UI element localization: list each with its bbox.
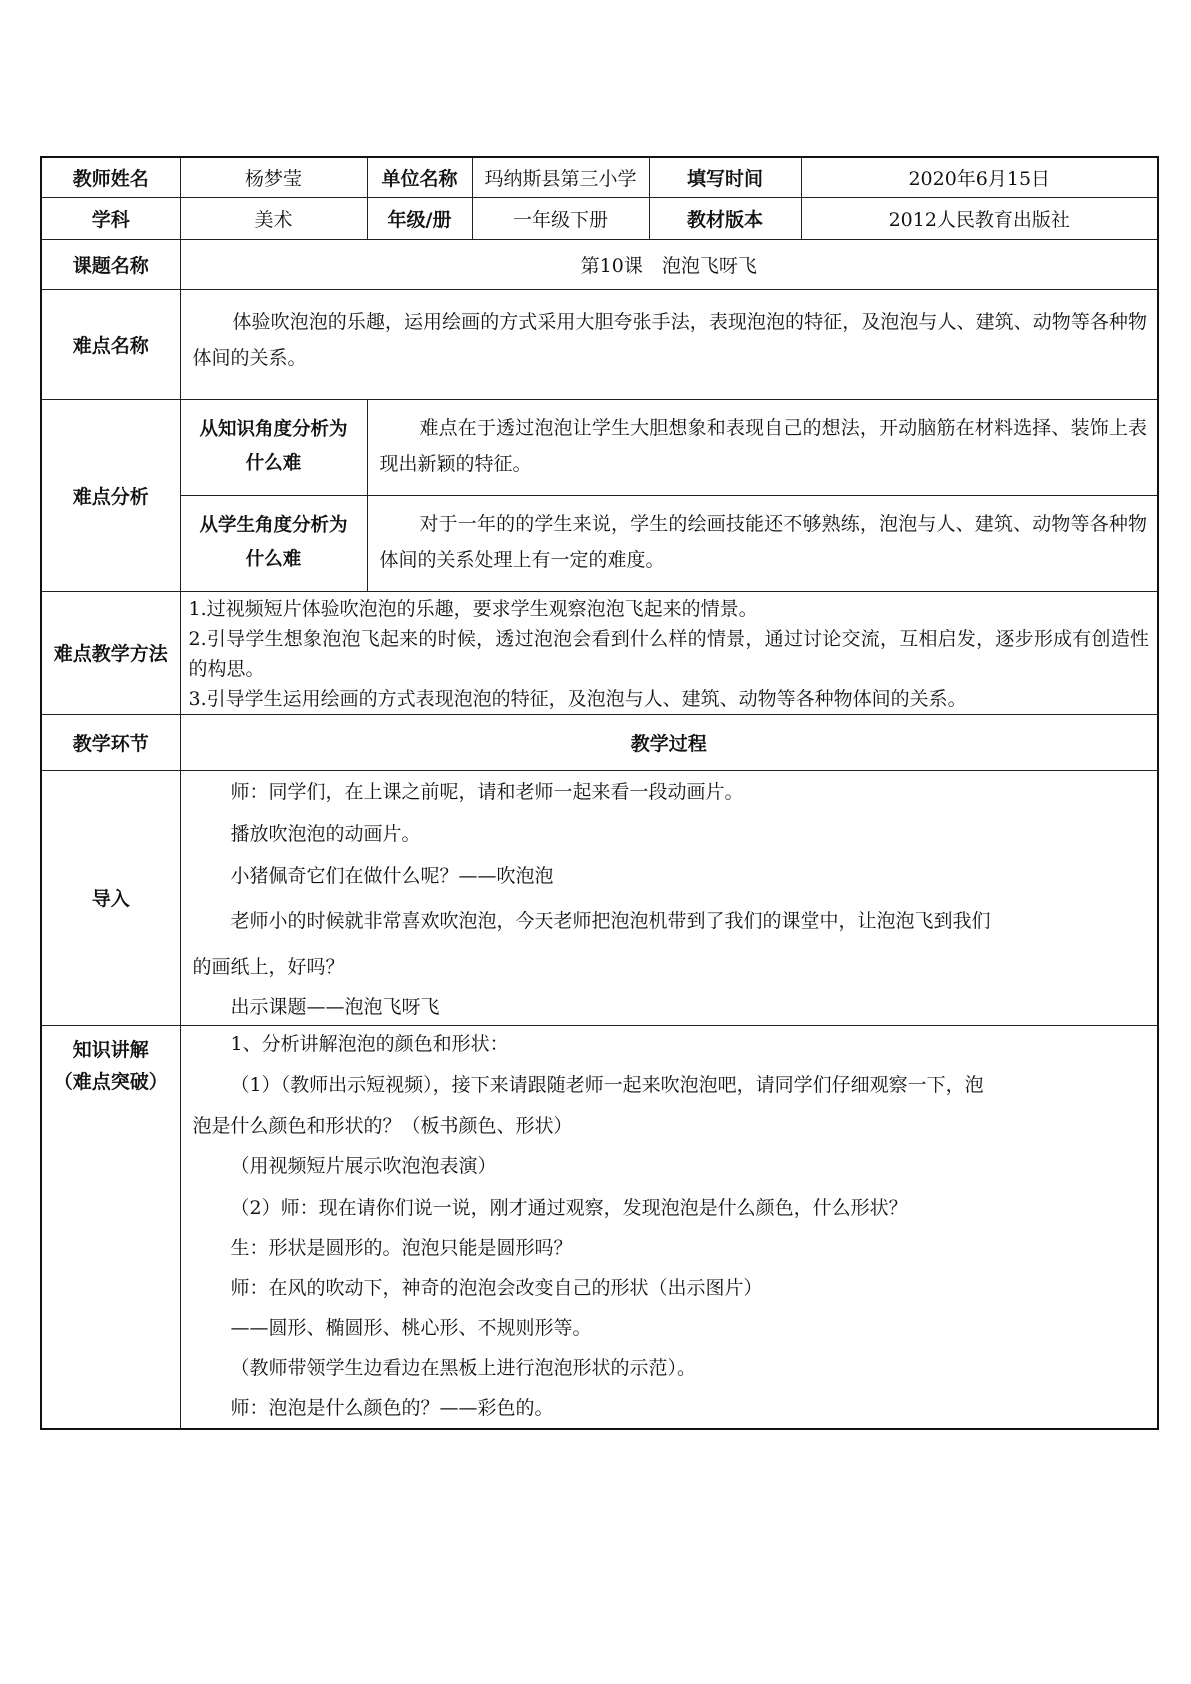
knowledge-label-line-2: （难点突破） xyxy=(53,1070,168,1093)
edition-value: 2012人民教育出版社 xyxy=(801,197,1158,239)
student-angle-label: 从学生角度分析为什么难 xyxy=(199,515,348,570)
student-angle-label-cell xyxy=(180,495,367,591)
intro-line-6: 出示课题——泡泡飞呀飞 xyxy=(230,995,440,1018)
process-header: 教学过程 xyxy=(180,714,1158,770)
knowledge-line-2: （1）（教师出示短视频），接下来请跟随老师一起来吹泡泡吧，请同学们仔细观察一下，泡 xyxy=(230,1073,984,1096)
intro-cell xyxy=(180,770,1158,1025)
intro-line-3: 小猪佩奇它们在做什么呢？——吹泡泡 xyxy=(230,864,554,887)
unit-value: 玛纳斯县第三小学 xyxy=(472,157,649,197)
method-item-3: 3.引导学生运用绘画的方式表现泡泡的特征，及泡泡与人、建筑、动物等各种物体间的关系。 xyxy=(188,687,967,710)
topic-value: 第10课 泡泡飞呀飞 xyxy=(180,239,1158,289)
knowledge-line-3: 泡是什么颜色和形状的？（板书颜色、形状） xyxy=(192,1114,573,1137)
grade-value: 一年级下册 xyxy=(472,197,649,239)
date-value: 2020年6月15日 xyxy=(801,157,1158,197)
methods-row xyxy=(41,591,1158,714)
knowledge-line-4: （用视频短片展示吹泡泡表演） xyxy=(230,1154,497,1177)
student-angle-text: 对于一年的的学生来说，学生的绘画技能还不够熟练，泡泡与人、建筑、动物等各种物体间的关系处理上有一定的难度。 xyxy=(379,512,1147,571)
knowledge-line-5: （2）师：现在请你们说一说，刚才通过观察，发现泡泡是什么颜色，什么形状？ xyxy=(230,1196,908,1219)
topic-label: 课题名称 xyxy=(41,239,180,289)
header-row-2 xyxy=(41,197,1158,239)
analysis-label: 难点分析 xyxy=(41,399,180,591)
method-item-1: 1.过视频短片体验吹泡泡的乐趣，要求学生观察泡泡飞起来的情景。 xyxy=(188,597,758,620)
student-angle-cell xyxy=(367,495,1158,591)
lesson-plan-sheet xyxy=(40,156,1157,1430)
edition-label: 教材版本 xyxy=(649,197,801,239)
unit-label: 单位名称 xyxy=(367,157,472,197)
knowledge-line-8: ——圆形、椭圆形、桃心形、不规则形等。 xyxy=(230,1316,592,1339)
date-label: 填写时间 xyxy=(649,157,801,197)
intro-row xyxy=(41,770,1158,1025)
intro-line-5: 的画纸上，好吗？ xyxy=(192,955,345,978)
knowledge-cell xyxy=(180,1025,1158,1429)
teacher-label: 教师姓名 xyxy=(41,157,180,197)
difficulty-text: 体验吹泡泡的乐趣，运用绘画的方式采用大胆夸张手法，表现泡泡的特征，及泡泡与人、建筑、动物等各种物体间的关系。 xyxy=(192,310,1147,369)
subject-label: 学科 xyxy=(41,197,180,239)
knowledge-line-1: 1、分析讲解泡泡的颜色和形状： xyxy=(230,1032,509,1055)
knowledge-angle-label: 从知识角度分析为什么难 xyxy=(199,419,348,474)
difficulty-row xyxy=(41,289,1158,399)
knowledge-line-6: 生：形状是圆形的。泡泡只能是圆形吗？ xyxy=(230,1236,573,1259)
header-row-1 xyxy=(41,157,1158,197)
difficulty-cell xyxy=(180,289,1158,399)
intro-label: 导入 xyxy=(41,770,180,1025)
intro-line-1: 师：同学们，在上课之前呢，请和老师一起来看一段动画片。 xyxy=(230,780,744,803)
knowledge-angle-cell xyxy=(367,399,1158,495)
intro-line-4: 老师小的时候就非常喜欢吹泡泡，今天老师把泡泡机带到了我们的课堂中，让泡泡飞到我们 xyxy=(230,909,991,932)
intro-line-2: 播放吹泡泡的动画片。 xyxy=(230,822,421,845)
topic-row xyxy=(41,239,1158,289)
difficulty-label: 难点名称 xyxy=(41,289,180,399)
method-item-2: 2.引导学生想象泡泡飞起来的时候，透过泡泡会看到什么样的情景，通过讨论交流，互相启发，逐步形成有创造性的构思。 xyxy=(188,627,1149,680)
methods-cell xyxy=(180,591,1158,714)
knowledge-label-line-1: 知识讲解 xyxy=(72,1038,149,1061)
methods-label: 难点教学方法 xyxy=(41,591,180,714)
knowledge-angle-label-cell xyxy=(180,399,367,495)
grade-label: 年级/册 xyxy=(367,197,472,239)
process-header-row xyxy=(41,714,1158,770)
knowledge-label-cell xyxy=(41,1025,180,1429)
stage-header: 教学环节 xyxy=(41,714,180,770)
lesson-plan-table xyxy=(40,156,1159,1430)
teacher-value: 杨梦莹 xyxy=(180,157,367,197)
knowledge-line-7: 师：在风的吹动下，神奇的泡泡会改变自己的形状（出示图片） xyxy=(230,1276,763,1299)
knowledge-line-9: （教师带领学生边看边在黑板上进行泡泡形状的示范）。 xyxy=(230,1356,697,1379)
knowledge-line-10: 师：泡泡是什么颜色的？——彩色的。 xyxy=(230,1396,554,1419)
analysis-row-student xyxy=(41,495,1158,591)
analysis-row-knowledge xyxy=(41,399,1158,495)
knowledge-row xyxy=(41,1025,1158,1429)
knowledge-angle-text: 难点在于透过泡泡让学生大胆想象和表现自己的想法，开动脑筋在材料选择、装饰上表现出新颖的特征。 xyxy=(379,416,1147,475)
subject-value: 美术 xyxy=(180,197,367,239)
